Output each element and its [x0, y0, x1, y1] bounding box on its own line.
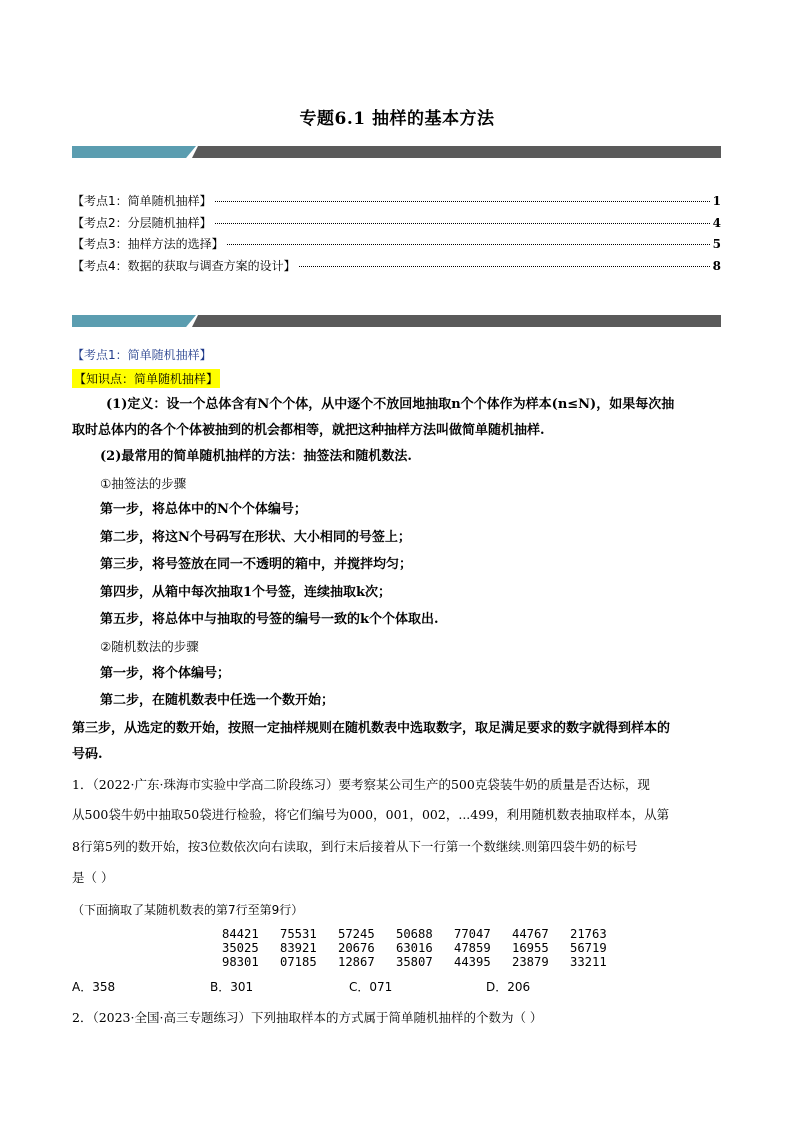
lottery-step: 第一步，将总体中的N个个体编号； [100, 502, 307, 517]
question-1-line-2: 从500袋牛奶中抽取50袋进行检验，将它们编号为000，001，002，...499，利用随机数表抽取样本，从第 [72, 807, 670, 822]
option-d[interactable]: D．206 [486, 980, 531, 994]
knowledge-point-tag: 【知识点：简单随机抽样】 [72, 369, 220, 388]
toc-page-number: 4 [712, 215, 721, 230]
toc-label: 【考点3：抽样方法的选择】 [72, 237, 224, 251]
toc-label: 【考点2：分层随机抽样】 [72, 215, 212, 230]
header-divider-bar [72, 146, 721, 158]
random-table-cell: 50688 [396, 927, 433, 941]
random-table-cell: 07185 [280, 955, 317, 969]
random-table-cell: 20676 [338, 941, 375, 955]
random-table-row [222, 955, 628, 969]
definition-line-1: (1)定义：设一个总体含有N个个体，从中逐个不放回地抽取n个个体作为样本(n≤N)，如果每次抽 [106, 397, 675, 412]
lottery-step: 第五步，将总体中与抽取的号签的编号一致的k个个体取出. [100, 612, 439, 627]
random-number-title: ②随机数法的步骤 [100, 639, 199, 654]
definition-line-2: 取时总体内的各个个体被抽到的机会都相等，就把这种抽样方法叫做简单随机抽样. [72, 423, 545, 438]
toc-page-number: 1 [712, 194, 721, 208]
random-table-cell: 75531 [280, 927, 317, 941]
random-table-row [222, 941, 628, 955]
random-step: 第一步，将个体编号； [100, 666, 231, 681]
random-table-cell: 16955 [512, 941, 549, 955]
random-table-cell: 98301 [222, 955, 259, 969]
random-table-caption: （下面摘取了某随机数表的第7行至第9行） [72, 903, 304, 917]
option-a[interactable]: A．358 [72, 980, 116, 994]
page-title: 专题6.1 抽样的基本方法 [299, 109, 495, 129]
random-table-cell: 57245 [338, 927, 375, 941]
toc-leader [215, 223, 710, 224]
section-heading: 【考点1：简单随机抽样】 [72, 348, 212, 362]
random-table-cell: 33211 [570, 955, 607, 969]
question-2-line-1: 2．（2023·全国·高三专题练习）下列抽取样本的方式属于简单随机抽样的个数为（ ） [72, 1010, 543, 1025]
lottery-step: 第三步，将号签放在同一不透明的箱中，并搅拌均匀； [100, 557, 413, 572]
divider-accent [72, 315, 196, 327]
toc-label: 【考点1：简单随机抽样】 [72, 194, 212, 208]
question-1-line-4: 是（ ） [72, 870, 114, 885]
option-b[interactable]: B．301 [210, 980, 254, 994]
lottery-step: 第二步，将这N个号码写在形状、大小相同的号签上； [100, 530, 411, 545]
toc-leader [227, 244, 710, 245]
random-table-cell: 77047 [454, 927, 491, 941]
random-table-cell: 35807 [396, 955, 433, 969]
lottery-title: ①抽签法的步骤 [100, 476, 187, 491]
divider-accent [72, 146, 196, 158]
random-table-cell: 47859 [454, 941, 491, 955]
random-step: 第二步，在随机数表中任选一个数开始； [100, 693, 335, 708]
question-1-line-1: 1．（2022·广东·珠海市实验中学高二阶段练习）要考察某公司生产的500克袋装牛奶的质量是否达标，现 [72, 777, 650, 792]
random-table-cell: 12867 [338, 955, 375, 969]
toc-entry[interactable] [72, 235, 721, 257]
random-table-cell: 83921 [280, 941, 317, 955]
random-table-row [222, 927, 628, 941]
toc-page-number: 5 [712, 237, 721, 251]
option-c[interactable]: C．071 [349, 980, 393, 994]
random-table-cell: 56719 [570, 941, 607, 955]
random-step-3-line-1: 第三步，从选定的数开始，按照一定抽样规则在随机数表中选取数字，取足满足要求的数字就得到样本的 [72, 721, 671, 736]
random-table-cell: 21763 [570, 927, 607, 941]
toc-page-number: 8 [712, 258, 721, 273]
random-table-cell: 84421 [222, 927, 259, 941]
toc-leader [215, 201, 710, 202]
random-table-cell: 44767 [512, 927, 549, 941]
toc-leader [299, 266, 710, 267]
random-table-cell: 63016 [396, 941, 433, 955]
random-table-cell: 44395 [454, 955, 491, 969]
toc-entry[interactable] [72, 214, 721, 236]
toc-entry[interactable] [72, 192, 721, 214]
toc-label: 【考点4：数据的获取与调查方案的设计】 [72, 258, 296, 273]
table-of-contents [72, 192, 721, 278]
random-table-cell: 23879 [512, 955, 549, 969]
lottery-step: 第四步，从箱中每次抽取1个号签，连续抽取k次； [100, 585, 392, 600]
divider-main [192, 146, 721, 158]
divider-main [192, 315, 721, 327]
toc-entry[interactable] [72, 257, 721, 279]
random-table-cell: 35025 [222, 941, 259, 955]
question-1-line-3: 8行第5列的数开始，按3位数依次向右读取，到行末后接着从下一行第一个数继续.则第四袋牛奶的标号 [72, 839, 638, 854]
section-divider-bar [72, 315, 721, 327]
methods-text: (2)最常用的简单随机抽样的方法：抽签法和随机数法. [100, 449, 412, 464]
random-number-table [222, 927, 628, 969]
random-step-3-line-2: 号码. [72, 747, 103, 762]
